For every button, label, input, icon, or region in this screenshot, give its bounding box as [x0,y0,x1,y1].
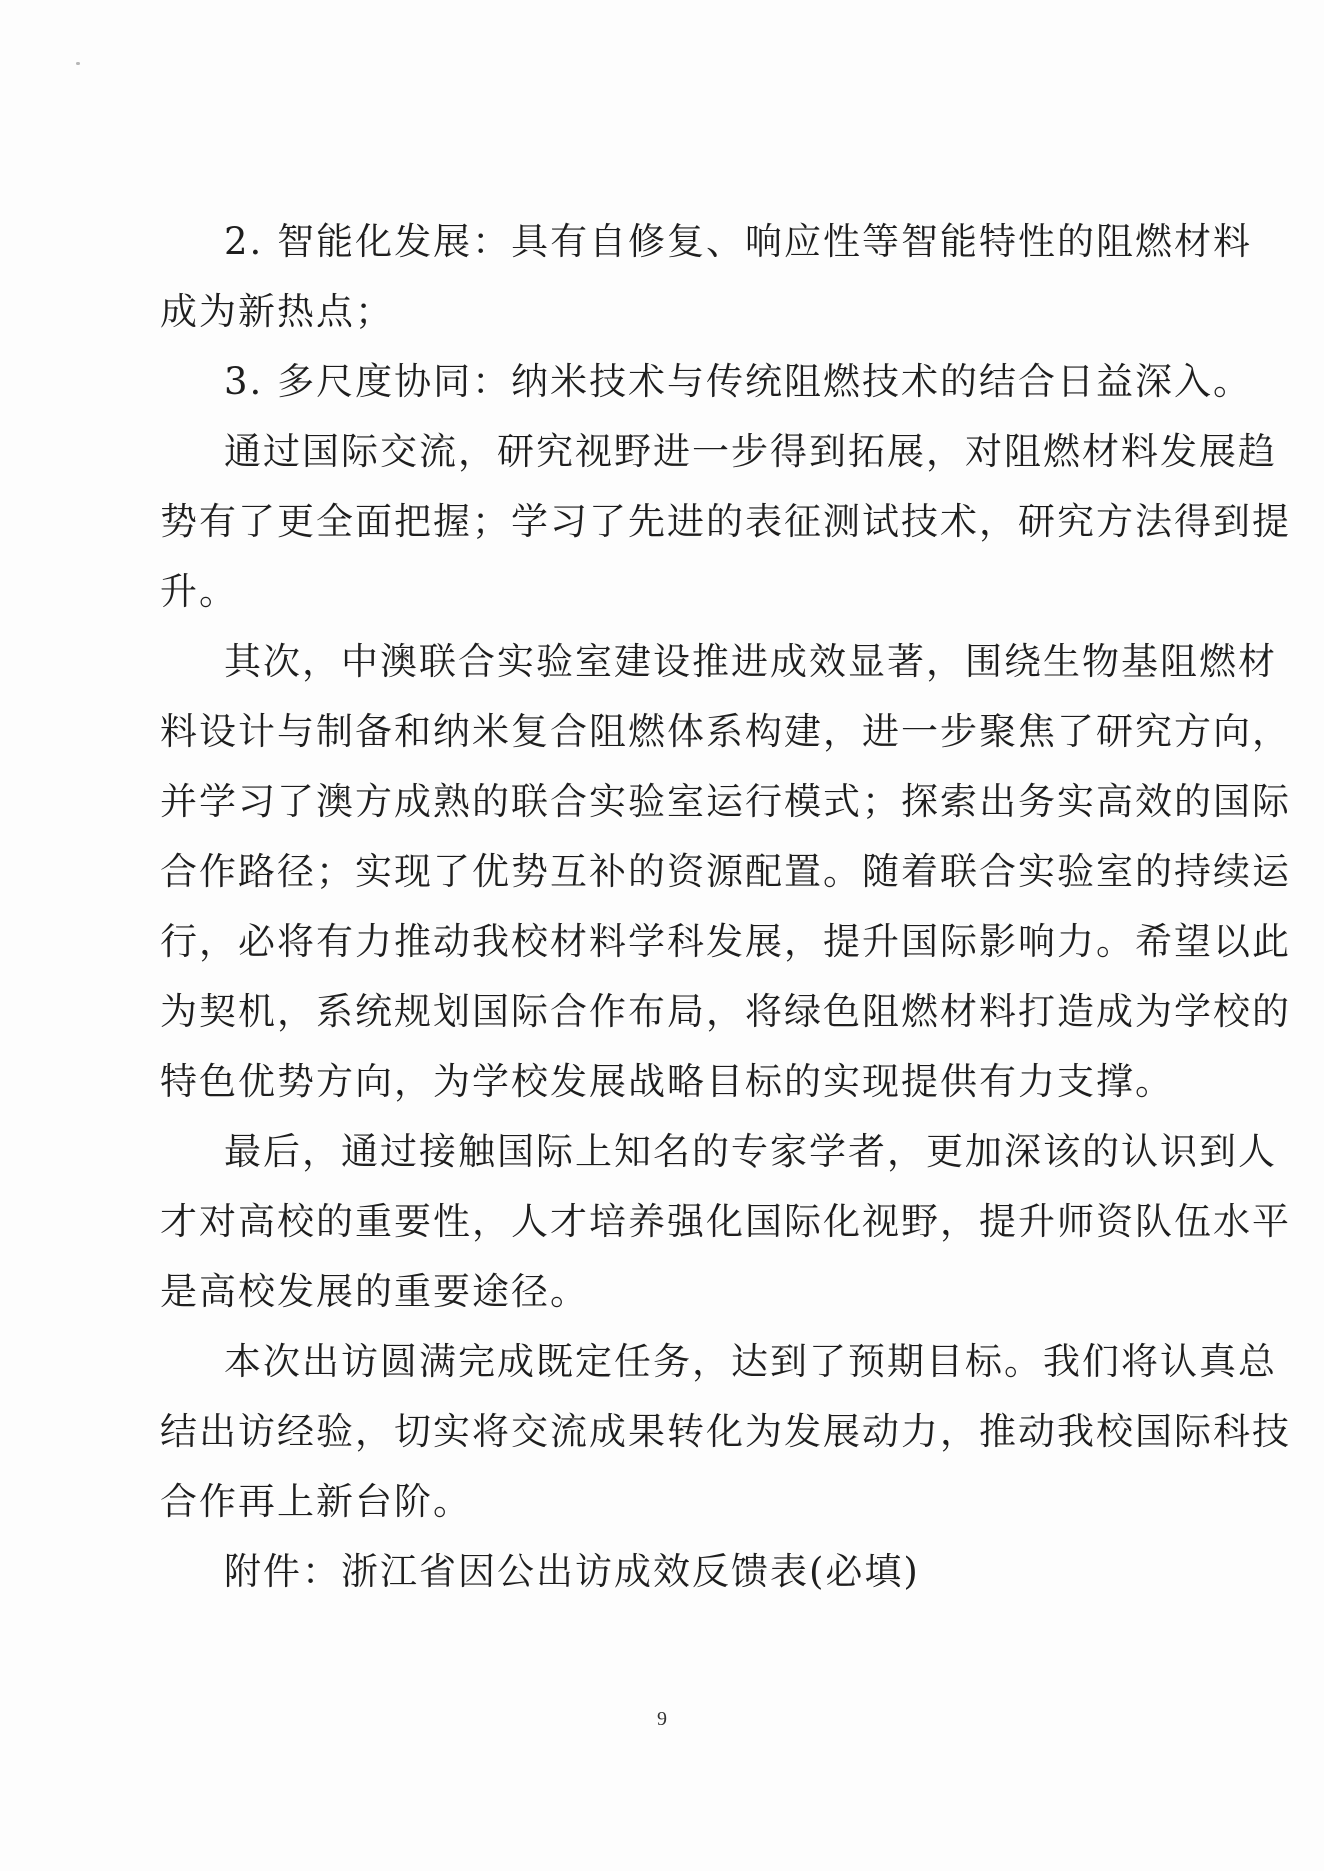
text-line-6: 升。 [160,570,238,613]
text-line-4: 通过国际交流，研究视野进一步得到拓展，对阻燃材料发展趋 [224,430,1277,473]
text-line-5: 势有了更全面把握；学习了先进的表征测试技术，研究方法得到提 [160,500,1291,543]
text-line-13: 特色优势方向，为学校发展战略目标的实现提供有力支撑。 [160,1060,1174,1103]
text-line-15: 才对高校的重要性，人才培养强化国际化视野，提升师资队伍水平 [160,1200,1291,1243]
page-number: 9 [657,1708,667,1730]
text-line-18: 结出访经验，切实将交流成果转化为发展动力，推动我校国际科技 [160,1410,1291,1453]
text-line-1: 2. 智能化发展：具有自修复、响应性等智能特性的阻燃材料 [224,220,1253,263]
text-line-11: 行，必将有力推动我校材料学科发展，提升国际影响力。希望以此 [160,920,1291,963]
text-line-9: 并学习了澳方成熟的联合实验室运行模式；探索出务实高效的国际 [160,780,1291,823]
scan-speck [76,62,80,65]
text-line-17: 本次出访圆满完成既定任务，达到了预期目标。我们将认真总 [224,1340,1277,1383]
text-line-14: 最后，通过接触国际上知名的专家学者，更加深该的认识到人 [224,1130,1277,1173]
text-line-2: 成为新热点； [160,290,394,333]
text-line-19: 合作再上新台阶。 [160,1480,472,1523]
text-line-10: 合作路径；实现了优势互补的资源配置。随着联合实验室的持续运 [160,850,1291,893]
text-line-12: 为契机，系统规划国际合作布局，将绿色阻燃材料打造成为学校的 [160,990,1291,1033]
attachment-line: 附件：浙江省因公出访成效反馈表(必填) [224,1550,920,1593]
text-line-3: 3. 多尺度协同：纳米技术与传统阻燃技术的结合日益深入。 [224,360,1253,403]
text-line-16: 是高校发展的重要途径。 [160,1270,589,1313]
text-line-7: 其次，中澳联合实验室建设推进成效显著，围绕生物基阻燃材 [224,640,1277,683]
text-line-8: 料设计与制备和纳米复合阻燃体系构建，进一步聚焦了研究方向， [160,710,1291,753]
